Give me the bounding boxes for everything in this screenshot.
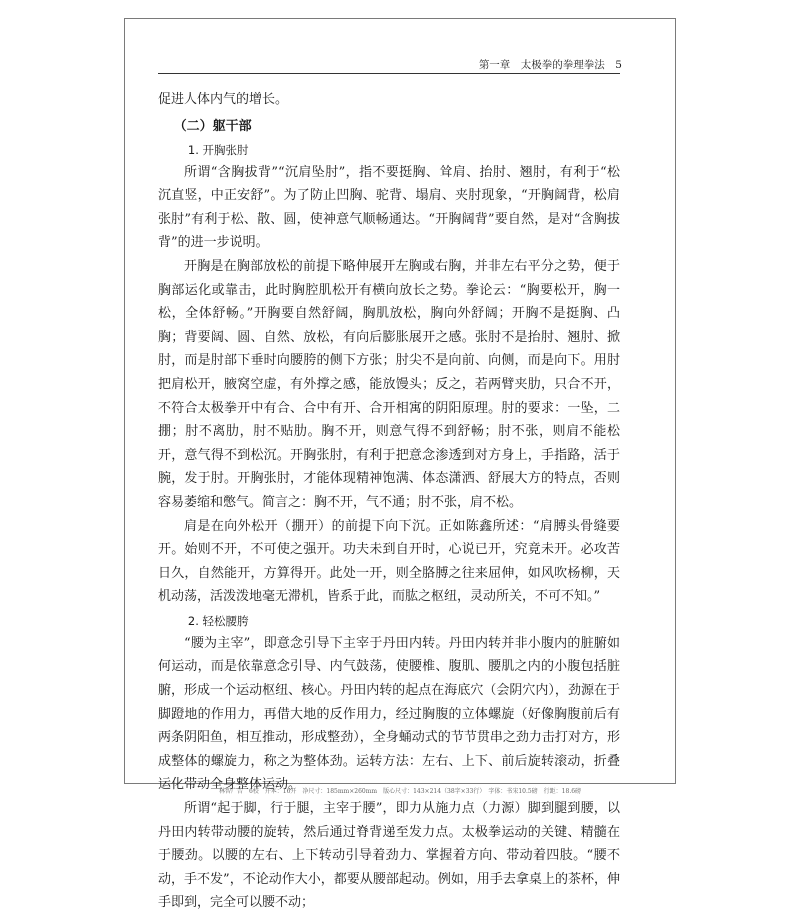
print-specification: 林智广告 6校 开本：16开 净尺寸：185mm×260mm 版心尺寸：143×214（38字×33行） 字体：书宋10.5磅 行距：18.6磅 — [218, 788, 582, 795]
paragraph-5: 所谓“起于脚，行于腿，主宰于腰”，即力从施力点（力源）脚到腿到腰，以丹田内转带动腰的旋转，然后通过脊背递至发力点。太极拳运动的关键、精髓在于腰劲。以腰的左右、上下转动引导着劲力、掌握着方向、带动着四肢。“腰不动，手不发”，不论动作大小，都要从腰部起动。例如，用手去拿桌上的茶杯，伸手即到，完全可以腰不动； — [158, 801, 620, 911]
paragraph-4: “腰为主宰”，即意念引导下主宰于丹田内转。丹田内转并非小腹内的脏腑如何运动，而是依靠意念引导、内气鼓荡，使腰椎、腹肌、腰肌之内的小腹包括脏腑，形成一个运动枢纽、核心。丹田内转的起点在海底穴（会阴穴内），劲源在于脚蹬地的作用力，再借大地的反作用力，经过胸腹的立体螺旋（好像胸腹前后有两条阴阳鱼，相互推动，形成整劲），全身蛹动式的节节贯串之劲力击打对方，形成整体的螺旋力，称之为整体劲。运转方法：左右、上下、前后旋转滚动，折叠运化带动全身整体运动。 — [158, 635, 620, 793]
paragraph-2: 开胸是在胸部放松的前提下略伸展开左胸或右胸，并非左右平分之势，便于胸部运化或靠击，此时胸腔肌松开有横向放长之势。拳论云：“胸要松开，胸一松，全体舒畅。”开胸要自然舒阔，胸肌放松，胸向外舒阔；开胸不是挺胸、凸胸；背要阔、圆、自然、放松，有向后膨胀展开之感。张肘不是抬肘、翘肘、掀肘，而是肘部下垂时向腰胯的侧下方张；肘尖不是向前、向侧，而是向下。用肘把肩松开，腋窝空虚，有外撑之感，能放馒头；反之，若两臂夹肋，只合不开，不符合太极拳开中有合、合中有开、合开相寓的阴阳原理。肘的要求：一坠，二掤；肘不离肋，肘不贴肋。胸不开，则意气得不到舒畅；肘不张，则肩不能松开，意气得不到松沉。开胸张肘，有利于把意念渗透到对方身上，手指路，活于腕，发于肘。开胸张肘，才能体现精神饱满、体态潇洒、舒展大方的特点，否则容易萎缩和憋气。简言之：胸不开，气不通；肘不张，肩不松。 — [158, 258, 620, 510]
subsection-heading-2: 2. 轻松腰胯 — [187, 613, 249, 628]
header-rule — [158, 73, 620, 74]
section-heading: （二）躯干部 — [173, 118, 252, 134]
subsection-heading-1: 1. 开胸张肘 — [187, 142, 249, 157]
paragraph-3: 肩是在向外松开（掤开）的前提下向下沉。正如陈鑫所述：“肩膊头骨缝要开。始则不开，不可使之强开。功夫未到自开时，心说已开，究竟未开。必攻苦日久，自然能开，方算得开。此处一开，则全胳膊之往来屈伸，如风吹杨柳，天机动荡，活泼泼地毫无滞机，皆系于此，而肱之枢纽，灵动所关，不可不知。” — [158, 518, 620, 605]
paragraph-1: 所谓“含胸拔背”“沉肩坠肘”，指不要挺胸、耸肩、抬肘、翘肘，有利于“松沉直竖，中正安舒”。为了防止凹胸、驼背、塌肩、夹肘现象，“开胸阔背，松肩张肘”有利于松、散、圆，使神意气顺畅通达。“开胸阔背”要自然，是对“含胸拔背”的进一步说明。 — [158, 164, 620, 251]
paragraph-intro: 促进人体内气的增长。 — [158, 92, 289, 107]
running-header: 第一章 太极拳的拳理拳法 5 — [478, 59, 622, 71]
